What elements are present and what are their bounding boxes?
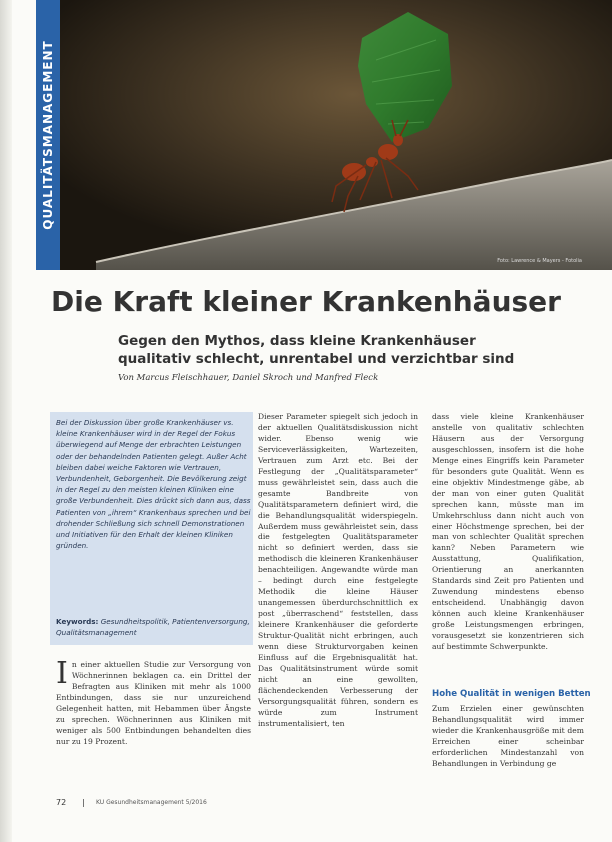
- column-3-text: dass viele kleine Krankenhäuser anstelle von qualitativ schlechten Häusern aus der Versorgung ausgeschlossen, insofern ist die hohe Menge eines Eingriffs kein Parameter für besonders gute Qualität. Wenn es eine objektiv Mindestmenge gäbe, ab der man von einer guten Qualität sprechen kann, müsste man im Umkehrschluss dann nicht auch von einer Höchstmenge sprechen, bei der man von schlechter Qualität sprechen kann? Neben Parametern wie Ausstattung, Qualifikation, Orientierung an anerkannten Standards sind Zeit pro Patienten und Zuwendung mindestens ebenso entscheidend. Unabhängig davon können auch kleine Krankenhäuser große Leistungsmengen erbringen, vorausgesetzt sie konzentrieren sich auf bestimmte Schwerpunkte.: [432, 412, 584, 652]
- photo-credit: Foto: Lawrence & Mayers - Fotolia: [497, 258, 582, 264]
- article-subtitle: Gegen den Mythos, dass kleine Krankenhäuser qualitativ schlecht, unrentabel und verzichtbar sind: [118, 333, 515, 367]
- section-label: QUALITÄTSMANAGEMENT: [41, 40, 55, 230]
- leafcutter-ant-image: [36, 0, 612, 270]
- keywords-list: Gesundheitspolitik, Patientenversorgung, Qualitätsmanagement: [56, 617, 250, 638]
- article-title: Die Kraft kleiner Krankenhäuser: [51, 285, 561, 318]
- article-authors: Von Marcus Fleischhauer, Daniel Skroch und Manfred Fleck: [118, 373, 379, 383]
- column-2-text: Dieser Parameter spiegelt sich jedoch in der aktuellen Qualitätsdiskussion nicht wider. Ebenso wenig wie Serviceverlässigkeiten, Wartezeiten, Vertrauen zum Arzt etc. Bei der Festlegung der „Qualitätsparameter“ muss gewährleistet sein, dass auch die gesamte Bandbreite von Qualitätsparametern definiert wird, die die Behandlungsqualität widerspiegeln. Außerdem muss gewährleistet sein, dass die festgelegten Qualitätsparameter nicht so definiert werden, dass sie methodisch die kleineren Krankenhäuser benachteiligen. Angewandte würde man – bedingt durch eine festgelegte Methodik die kleine Häuser unangemessen überdurchschnittlich ex post „überraschend“ feststellen, dass kleinere Krankenhäuser die geforderte Struktur-Qualität nicht erbringen, auch wenn diese Strukturvorgaben keinen Einfluss auf die Ergebnisqualität hat. Das Qualitätsinstrument würde somit nicht an eine gewollten, flächendeckenden Verbesserung der Versorgungsqualität führen, sondern es würde zum Instrument instrumentalisiert, ten: [258, 412, 418, 728]
- footer-separator: |: [82, 798, 85, 807]
- footer-publication: KU Gesundheitsmanagement 5/2016: [96, 799, 207, 806]
- column-1-text: [56, 656, 251, 748]
- header-photo: [36, 0, 612, 270]
- keywords-label: Keywords:: [56, 617, 99, 626]
- column-1-body: n einer aktuellen Studie zur Versorgung von Wöchnerinnen beklagen ca. ein Drittel der Befragten aus Kliniken mit mehr als 1000 Entbindungen, dass sie nur unzureichend Gelegenheit hatten, mit Hebammen über Ängste zu sprechen. Wöchnerinnen aus Kliniken mit weniger als 500 Entbindungen behandelten dies nur zu 19 Prozent.: [56, 660, 251, 746]
- keywords: [56, 616, 251, 638]
- drop-cap: I: [56, 656, 68, 691]
- column-3-continued: Zum Erzielen einer gewünschten Behandlungsqualität wird immer wieder die Krankenhausgröße mit dem Erreichen einer scheinbar erforderlichen Mindestanzahl von Behandlungen in Verbindung ge: [432, 704, 584, 768]
- scan-edge: [0, 0, 12, 842]
- section-subheading: Hohe Qualität in wenigen Betten: [432, 689, 591, 699]
- abstract-text: Bei der Diskussion über große Krankenhäuser vs. kleine Krankenhäuser wird in der Regel der Fokus überwiegend auf Menge der erbrachten Leistungen oder der behandelnden Patienten gelegt. Außer Acht bleiben dabei weiche Faktoren wie Vertrauen, Verbundenheit, Geborgenheit. Die Bevölkerung zeigt in der Regel zu den meisten kleinen Kliniken eine große Verbundenheit. Dies drückt sich dann aus, dass Patienten von „ihrem“ Krankenhaus sprechen und bei drohender Schließung sich schnell Demonstrationen und Initiativen für den Erhalt der kleinen Kliniken gründen.: [56, 418, 251, 551]
- page-number: 72: [56, 798, 67, 807]
